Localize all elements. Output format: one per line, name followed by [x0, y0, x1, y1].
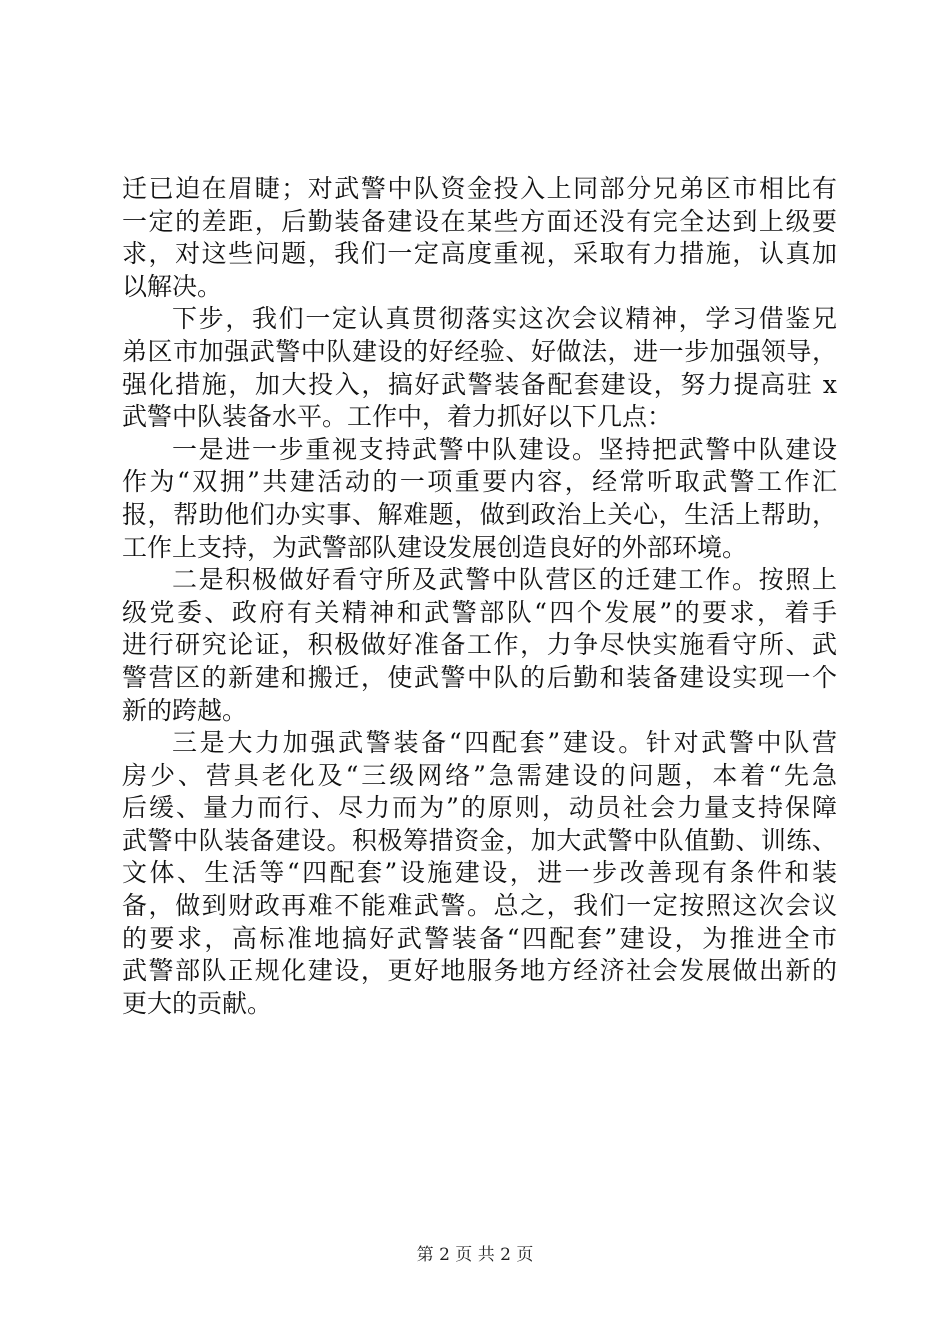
text-line: 文体、生活等“四配套”设施建设，进一步改善现有条件和装: [122, 858, 837, 888]
text-line: 后缓、量力而行、尽力而为”的原则，动员社会力量支持保障: [122, 793, 837, 823]
page-footer: 第 2 页 共 2 页: [416, 1245, 534, 1265]
text-line: 下步，我们一定认真贯彻落实这次会议精神，学习借鉴兄: [172, 304, 837, 334]
text-line: 更大的贡献。: [122, 988, 273, 1018]
text-line: 武警中队装备建设。积极筹措资金，加大武警中队值勤、训练、: [122, 825, 837, 855]
text-line: 武警部队正规化建设，更好地服务地方经济社会发展做出新的: [122, 956, 837, 986]
text-line: 一定的差距，后勤装备建设在某些方面还没有完全达到上级要: [122, 206, 837, 236]
text-line: 以解决。: [122, 271, 223, 301]
text-line: 一是进一步重视支持武警中队建设。坚持把武警中队建设: [172, 434, 837, 464]
text-line: 级党委、政府有关精神和武警部队“四个发展”的要求，着手: [122, 597, 837, 627]
text-line: 房少、营具老化及“三级网络”急需建设的问题，本着“先急: [122, 760, 837, 790]
text-line: 进行研究论证，积极做好准备工作，力争尽快实施看守所、武: [122, 630, 837, 660]
text-line: 工作上支持，为武警部队建设发展创造良好的外部环境。: [122, 532, 748, 562]
text-line: 备，做到财政再难不能难武警。总之，我们一定按照这次会议: [122, 891, 837, 921]
text-line: 强化措施，加大投入，搞好武警装备配套建设，努力提高驻 x: [122, 369, 837, 399]
text-line: 新的跨越。: [122, 695, 248, 725]
text-line: 弟区市加强武警中队建设的好经验、好做法，进一步加强领导，: [122, 336, 837, 366]
text-line: 的要求，高标准地搞好武警装备“四配套”建设，为推进全市: [122, 923, 837, 953]
text-line: 武警中队装备水平。工作中，着力抓好以下几点：: [122, 402, 673, 432]
text-line: 求，对这些问题，我们一定高度重视，采取有力措施，认真加: [122, 239, 837, 269]
text-line: 警营区的新建和搬迁，使武警中队的后勤和装备建设实现一个: [122, 662, 837, 692]
text-line: 二是积极做好看守所及武警中队营区的迁建工作。按照上: [172, 565, 837, 595]
body-text: [122, 173, 837, 1020]
text-line: 作为“双拥”共建活动的一项重要内容，经常听取武警工作汇: [122, 467, 837, 497]
text-line: 报，帮助他们办实事、解难题，做到政治上关心，生活上帮助，: [122, 499, 837, 529]
text-line: 迁已迫在眉睫；对武警中队资金投入上同部分兄弟区市相比有: [122, 174, 837, 203]
text-line: 三是大力加强武警装备“四配套”建设。针对武警中队营: [172, 728, 837, 758]
